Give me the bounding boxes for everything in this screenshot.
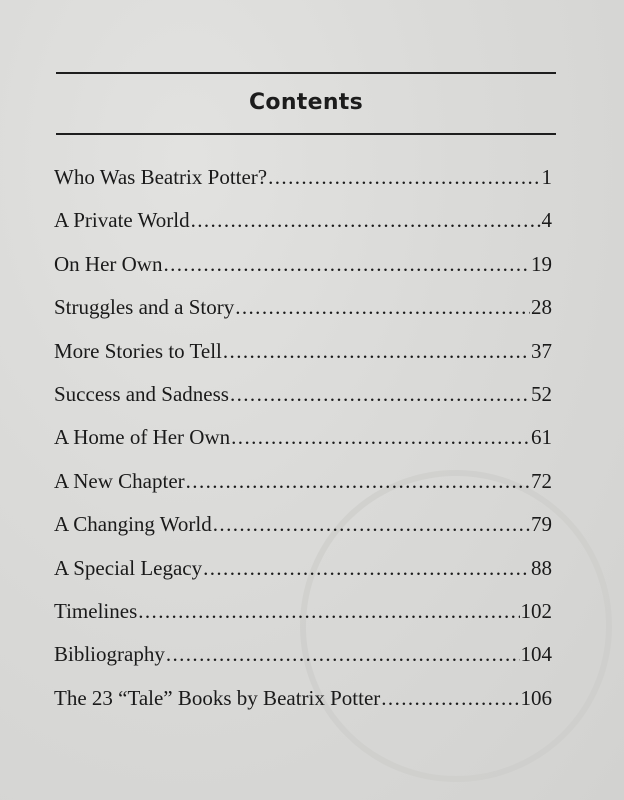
bottom-rule bbox=[56, 133, 556, 135]
page-number: 72 bbox=[531, 468, 552, 493]
toc-entry bbox=[54, 339, 552, 382]
page-number: 88 bbox=[531, 555, 552, 580]
toc-entry bbox=[54, 512, 552, 555]
dot-leader bbox=[268, 165, 540, 190]
page-number: 28 bbox=[531, 295, 552, 320]
chapter-title: More Stories to Tell bbox=[54, 338, 222, 363]
chapter-title: Struggles and a Story bbox=[54, 295, 235, 320]
page-number: 37 bbox=[531, 338, 552, 363]
chapter-title: The 23 “Tale” Books by Beatrix Potter bbox=[54, 685, 381, 710]
page-number: 52 bbox=[531, 381, 552, 406]
page-number: 4 bbox=[541, 208, 552, 233]
page-number: 106 bbox=[520, 685, 552, 710]
dot-leader bbox=[166, 642, 520, 667]
toc-entry bbox=[54, 165, 552, 208]
page-number: 61 bbox=[531, 425, 552, 450]
page-number: 104 bbox=[520, 642, 552, 667]
toc-entry bbox=[54, 642, 552, 685]
table-of-contents bbox=[54, 165, 552, 729]
chapter-title: A Changing World bbox=[54, 512, 212, 537]
dot-leader bbox=[231, 425, 530, 450]
dot-leader bbox=[381, 686, 519, 711]
toc-entry bbox=[54, 599, 552, 642]
contents-heading: Contents bbox=[248, 90, 364, 115]
dot-leader bbox=[203, 556, 530, 581]
dot-leader bbox=[186, 469, 530, 494]
page-number: 1 bbox=[541, 165, 552, 189]
chapter-title: A New Chapter bbox=[54, 468, 185, 493]
chapter-title: A Private World bbox=[54, 208, 190, 233]
toc-entry bbox=[54, 686, 552, 729]
chapter-title: Success and Sadness bbox=[54, 381, 229, 406]
toc-entry bbox=[54, 295, 552, 338]
dot-leader bbox=[235, 295, 530, 320]
dot-leader bbox=[223, 339, 530, 364]
dot-leader bbox=[191, 208, 541, 233]
dot-leader bbox=[138, 599, 519, 624]
toc-entry bbox=[54, 425, 552, 468]
chapter-title: Who Was Beatrix Potter? bbox=[54, 165, 268, 189]
toc-entry bbox=[54, 469, 552, 512]
chapter-title: Timelines bbox=[54, 598, 138, 623]
page-number: 19 bbox=[531, 251, 552, 276]
toc-entry bbox=[54, 252, 552, 295]
dot-leader bbox=[213, 512, 530, 537]
top-rule bbox=[56, 72, 556, 74]
chapter-title: Bibliography bbox=[54, 642, 165, 667]
toc-entry bbox=[54, 208, 552, 251]
toc-entry bbox=[54, 556, 552, 599]
chapter-title: On Her Own bbox=[54, 251, 163, 276]
chapter-title: A Special Legacy bbox=[54, 555, 203, 580]
page-number: 102 bbox=[520, 598, 552, 623]
dot-leader bbox=[163, 252, 530, 277]
page-number: 79 bbox=[531, 512, 552, 537]
chapter-title: A Home of Her Own bbox=[54, 425, 231, 450]
toc-entry bbox=[54, 382, 552, 425]
dot-leader bbox=[230, 382, 530, 407]
